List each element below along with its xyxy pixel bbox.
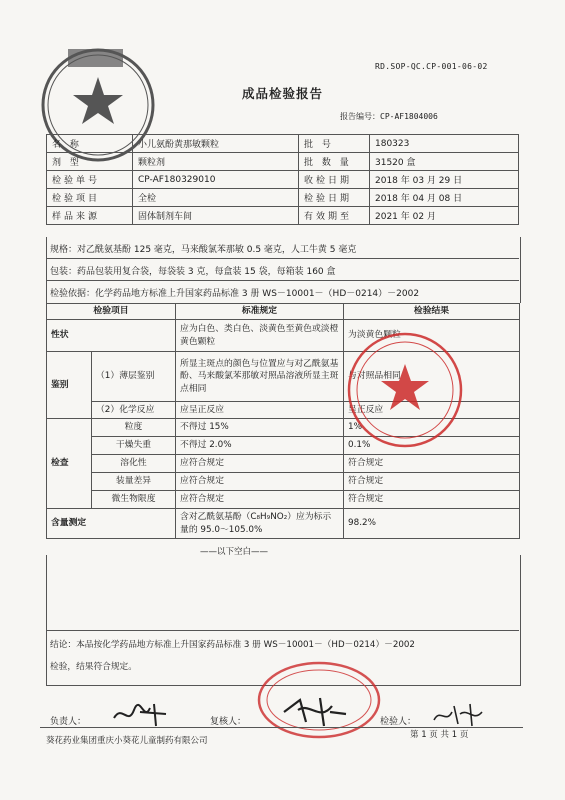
test-date-value: 2018 年 04 月 08 日 bbox=[370, 189, 519, 207]
solubility-standard: 应符合规定 bbox=[176, 455, 344, 473]
size-item: 粒度 bbox=[92, 419, 176, 437]
basis-line: 检验依据：化学药品地方标准上升国家药品标准 3 册 WS－10001－（HD－0214）－2002 bbox=[50, 289, 420, 299]
identification-group: 鉴别 bbox=[47, 352, 92, 419]
conclusion-line-1: 结论：本品按化学药品地方标准上升国家药品标准 3 册 WS－10001－（HD－0214）－2002 bbox=[50, 640, 415, 650]
micro-item: 微生物限度 bbox=[92, 491, 176, 509]
quantity-value: 31520 盒 bbox=[370, 153, 519, 171]
sample-source-label: 样品来源 bbox=[47, 207, 133, 225]
received-date-value: 2018 年 03 月 29 日 bbox=[370, 171, 519, 189]
test-no-label: 检验单号 bbox=[47, 171, 133, 189]
assay-standard: 含对乙酰氨基酚（C₈H₉NO₂）应为标示量的 95.0～105.0% bbox=[176, 509, 344, 539]
responsible-label: 负责人： bbox=[50, 717, 87, 727]
micro-standard: 应符合规定 bbox=[176, 491, 344, 509]
report-number-value: CP-AF1804006 bbox=[380, 112, 438, 121]
blank-note: ——以下空白—— bbox=[200, 547, 269, 557]
test-date-label: 检验日期 bbox=[299, 189, 370, 207]
qa-seal-red-right bbox=[345, 330, 465, 450]
solubility-result: 符合规定 bbox=[344, 455, 520, 473]
chem-standard: 应呈正反应 bbox=[176, 402, 344, 419]
document-number: RD.SOP-QC.CP-001-06-02 bbox=[375, 62, 488, 71]
test-item-label: 检验项目 bbox=[47, 189, 133, 207]
solubility-item: 溶化性 bbox=[92, 455, 176, 473]
test-item-value: 全检 bbox=[133, 189, 299, 207]
name-value: 小儿氨酚黄那敏颗粒 bbox=[133, 135, 299, 153]
header-item: 检验项目 bbox=[47, 304, 176, 320]
loss-item: 干燥失重 bbox=[92, 437, 176, 455]
signature-responsible bbox=[110, 700, 170, 730]
form-value: 颗粒剂 bbox=[133, 153, 299, 171]
header-standard: 标准规定 bbox=[176, 304, 344, 320]
quantity-label: 批 数 量 bbox=[299, 153, 370, 171]
fill-item: 装量差异 bbox=[92, 473, 176, 491]
assay-result: 98.2% bbox=[344, 509, 520, 539]
received-date-label: 收检日期 bbox=[299, 171, 370, 189]
loss-result: 0.1% bbox=[344, 437, 520, 455]
report-number-label: 报告编号： bbox=[340, 112, 380, 121]
chem-result: 呈正反应 bbox=[344, 402, 520, 419]
expiry-label: 有效期至 bbox=[299, 207, 370, 225]
footer-company: 葵花药业集团重庆小葵花儿童制药有限公司 bbox=[46, 736, 208, 746]
header-result: 检验结果 bbox=[344, 304, 520, 320]
qa-seal-red-bottom bbox=[257, 660, 382, 740]
tlc-standard: 所显主斑点的颜色与位置应与对乙酰氨基酚、马来酸氯苯那敏对照品溶液所显主斑点相同 bbox=[176, 352, 344, 402]
page-title: 成品检验报告 bbox=[241, 86, 323, 101]
signature-inspector bbox=[430, 700, 490, 730]
size-result: 1% bbox=[344, 419, 520, 437]
micro-result: 符合规定 bbox=[344, 491, 520, 509]
reviewer-label: 复核人： bbox=[210, 717, 247, 727]
size-standard: 不得过 15% bbox=[176, 419, 344, 437]
batch-value: 180323 bbox=[370, 135, 519, 153]
inspector-label: 检验人： bbox=[380, 717, 417, 727]
appearance-item: 性状 bbox=[47, 320, 176, 352]
test-no-value: CP-AF180329010 bbox=[133, 171, 299, 189]
conclusion-line-2: 检验，结果符合规定。 bbox=[50, 662, 137, 672]
check-group: 检查 bbox=[47, 419, 92, 509]
fill-result: 符合规定 bbox=[344, 473, 520, 491]
assay-item: 含量测定 bbox=[47, 509, 176, 539]
sample-source-value: 固体制剂车间 bbox=[133, 207, 299, 225]
tlc-result: 与对照品相同 bbox=[344, 352, 520, 402]
fill-standard: 应符合规定 bbox=[176, 473, 344, 491]
batch-label: 批 号 bbox=[299, 135, 370, 153]
appearance-result: 为淡黄色颗粒 bbox=[344, 320, 520, 352]
form-label: 剂 型 bbox=[47, 153, 133, 171]
spec-line: 规格：对乙酰氨基酚 125 毫克，马来酸氯苯那敏 0.5 毫克，人工牛黄 5 毫克 bbox=[50, 245, 357, 255]
pack-line: 包装：药品包装用复合袋，每袋装 3 克，每盒装 15 袋，每箱装 160 盒 bbox=[50, 267, 336, 277]
name-label: 名 称 bbox=[47, 135, 133, 153]
loss-standard: 不得过 2.0% bbox=[176, 437, 344, 455]
product-info-table bbox=[46, 134, 519, 225]
chem-item: （2）化学反应 bbox=[92, 402, 176, 419]
appearance-standard: 应为白色、类白色、淡黄色至黄色或淡橙黄色颗粒 bbox=[176, 320, 344, 352]
footer-page: 第 1 页 共 1 页 bbox=[410, 730, 469, 740]
tlc-item: （1）薄层鉴别 bbox=[92, 352, 176, 402]
report-number bbox=[340, 111, 438, 122]
expiry-value: 2021 年 02 月 bbox=[370, 207, 519, 225]
